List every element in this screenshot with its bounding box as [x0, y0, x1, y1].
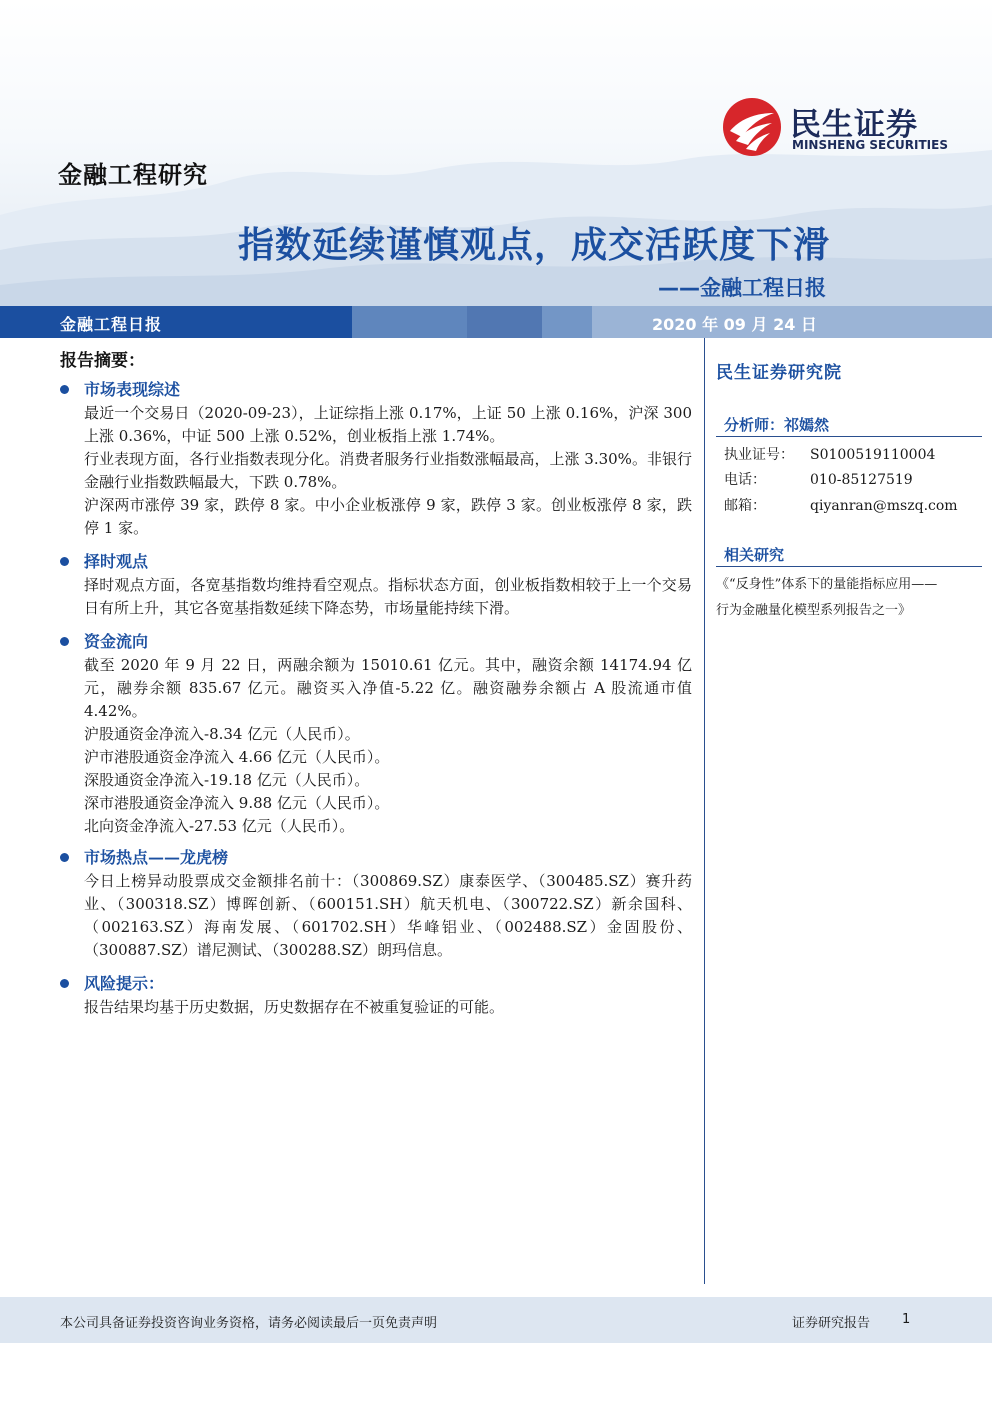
page-number: 1: [902, 1312, 911, 1327]
report-title: 指数延续谨慎观点，成交活跃度下滑: [237, 225, 830, 266]
logo-chinese-name: 民生证券: [790, 107, 918, 143]
related-research-heading: 相关研究: [724, 546, 785, 564]
institute-name: 民生证券研究院: [716, 363, 842, 383]
paragraph: 截至 2020 年 9 月 22 日，两融余额为 15010.61 亿元。其中，融资余额 14174.94 亿元，融券余额 835.67 亿元。融资买入净值-5.22 亿。融资融券余额占 A 股流通市值 4.42%。: [84, 656, 692, 720]
paragraph: 深股通资金净流入-19.18 亿元（人民币）。: [84, 771, 370, 789]
info-label: 电话：: [724, 472, 766, 488]
paragraph: 今日上榜异动股票成交金额排名前十：（300869.SZ）康泰医学、（300485.SZ）赛升药业、（300318.SZ）博晖创新、（600151.SH）航天机电、（300722.SZ）新余国科、（002163.SZ）海南发展、（601702.SH）华峰铝业、（002488.SZ）金固股份、（300887.SZ）谱尼测试、（300288.SZ）朗玛信息。: [84, 872, 692, 959]
report-subtitle: ——金融工程日报: [658, 276, 826, 300]
info-label: 邮箱：: [724, 498, 766, 514]
footer-report-type: 证券研究报告: [792, 1316, 871, 1331]
section-risk-warning: [60, 972, 692, 1019]
related-research-item[interactable]: 《“反身性”体系下的量能指标应用——: [716, 577, 938, 592]
info-value: 010-85127519: [810, 472, 913, 488]
report-category: 金融工程研究: [58, 161, 208, 189]
related-divider: [716, 566, 982, 567]
info-phone: [724, 469, 913, 489]
band-segment-mid2: [467, 306, 542, 338]
analyst-name: 分析师：祁嫣然: [724, 416, 830, 434]
page-footer: [0, 1297, 992, 1343]
section-title: 资金流向: [84, 632, 149, 651]
paragraph: 沪市港股通资金净流入 4.66 亿元（人民币）。: [84, 748, 390, 766]
section-hot-list: [60, 846, 692, 962]
band-report-type: 金融工程日报: [60, 315, 163, 334]
paragraph: 择时观点方面，各宽基指数均维持看空观点。指标状态方面，创业板指数相较于上一个交易日有所上升，其它各宽基指数延续下降态势，市场量能持续下滑。: [84, 576, 692, 617]
minsheng-logo-icon: [722, 97, 782, 157]
info-license: [724, 444, 935, 464]
email-link[interactable]: qiyanran@mszq.com: [810, 498, 958, 514]
info-value: S0100519110004: [810, 447, 936, 463]
paragraph: 报告结果均基于历史数据，历史数据存在不被重复验证的可能。: [84, 998, 505, 1016]
info-label: 执业证号：: [724, 447, 794, 463]
bullet-icon: [60, 557, 69, 566]
footer-disclaimer: 本公司具备证券投资咨询业务资格，请务必阅读最后一页免责声明: [60, 1316, 438, 1331]
logo-english-name: MINSHENG SECURITIES: [792, 138, 948, 152]
paragraph: 深市港股通资金净流入 9.88 亿元（人民币）。: [84, 794, 390, 812]
related-research-item[interactable]: 行为金融量化模型系列报告之一》: [716, 603, 912, 618]
paragraph: 行业表现方面，各行业指数表现分化。消费者服务行业指数涨幅最高，上涨 3.30%。非银行金融行业指数跌幅最大，下跌 0.78%。: [84, 450, 692, 491]
company-logo: [722, 97, 954, 161]
section-title: 风险提示：: [84, 974, 165, 993]
band-segment-mid: [352, 306, 467, 338]
paragraph: 北向资金净流入-27.53 亿元（人民币）。: [84, 817, 355, 835]
band-segment-dark: [0, 306, 352, 338]
header-band: [0, 306, 992, 338]
section-title: 市场热点——龙虎榜: [84, 848, 229, 867]
band-segment-light: [542, 306, 592, 338]
paragraph: 最近一个交易日（2020-09-23），上证综指上涨 0.17%，上证 50 上涨 0.16%，沪深 300 上涨 0.36%，中证 500 上涨 0.52%，创业板指上涨 1.74%。: [84, 404, 692, 445]
section-title: 市场表现综述: [84, 380, 181, 399]
summary-heading: 报告摘要：: [60, 351, 145, 371]
paragraph: 沪股通资金净流入-8.34 亿元（人民币）。: [84, 725, 360, 743]
report-date: 2020 年 09 月 24 日: [652, 315, 817, 334]
bullet-icon: [60, 853, 69, 862]
analyst-divider: [716, 436, 982, 437]
section-title: 择时观点: [84, 552, 149, 571]
section-timing-view: [60, 550, 692, 620]
section-market-overview: [60, 378, 692, 540]
bullet-icon: [60, 385, 69, 394]
paragraph: 沪深两市涨停 39 家，跌停 8 家。中小企业板涨停 9 家，跌停 3 家。创业板涨停 8 家，跌停 1 家。: [84, 496, 692, 537]
column-divider: [704, 338, 705, 1284]
bullet-icon: [60, 979, 69, 988]
info-email: [724, 495, 958, 515]
section-fund-flow: [60, 630, 692, 838]
bullet-icon: [60, 637, 69, 646]
